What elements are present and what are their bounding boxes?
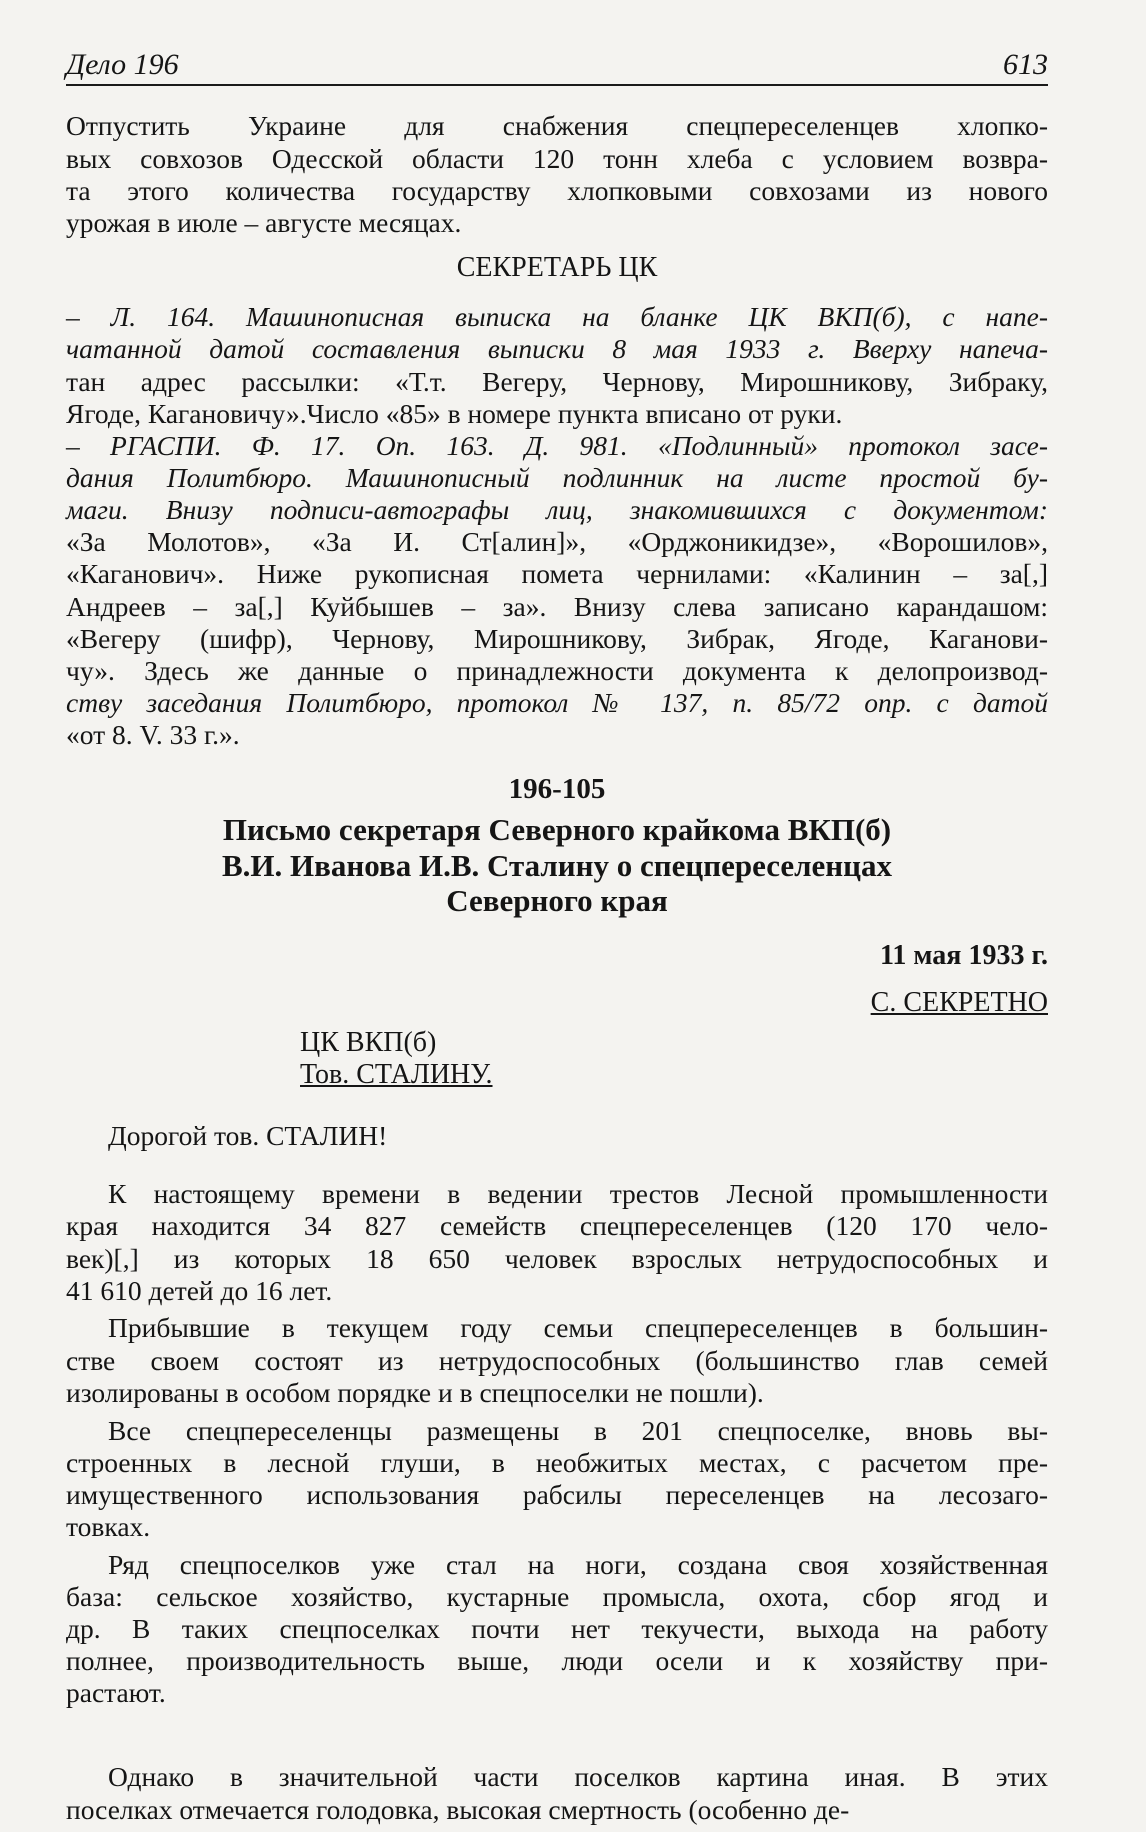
archival-note-line: Андреев – за[,] Куйбышев – за». Внизу слева записано карандашом: — [66, 590, 1048, 622]
body-line: товках. — [66, 1510, 151, 1542]
intro-line: вых совхозов Одесской области 120 тонн хлеба с условием возвра- — [66, 142, 1048, 174]
document-title-line: Письмо секретаря Северного крайкома ВКП(б) — [222, 811, 892, 847]
archival-note-line: чу». Здесь же данные о принадлежности документа к делопроизвод- — [66, 654, 1048, 686]
header-rule — [66, 84, 1048, 86]
body-line: изолированы в особом порядке и в спецпоселки не пошли). — [66, 1376, 764, 1408]
archival-note-line: «от 8. V. 33 г.». — [66, 719, 240, 751]
body-line: век)[,] из которых 18 650 человек взрослых нетрудоспособных и — [66, 1242, 1048, 1274]
archival-note-line: – РГАСПИ. Ф. 17. Оп. 163. Д. 981. «Подлинный» протокол засе- — [66, 429, 1048, 461]
archival-note-line: «За Молотов», «За И. Ст[алин]», «Орджоникидзе», «Ворошилов», — [66, 526, 1048, 558]
body-line: строенных в лесной глуши, в необжитых местах, с расчетом пре- — [66, 1446, 1048, 1478]
document-date: 11 мая 1933 г. — [879, 940, 1048, 972]
body-line: края находится 34 827 семейств спецпереселенцев (120 170 чело- — [66, 1210, 1048, 1242]
intro-line: урожая в июле – августе месяцах. — [66, 206, 462, 238]
archival-note-line: маги. Внизу подписи-автографы лиц, знакомившихся с документом: — [66, 494, 1048, 526]
archival-note-line: «Вегеру (шифр), Чернову, Мирошникову, Зибрак, Ягоде, Каганови- — [66, 622, 1048, 654]
addressee-org: ЦК ВКП(б) — [300, 1027, 437, 1059]
archival-note-line: «Каганович». Ниже рукописная помета чернилами: «Калинин – за[,] — [66, 558, 1048, 590]
page-number: 613 — [1003, 48, 1048, 81]
signature-secretary: СЕКРЕТАРЬ ЦК — [456, 252, 658, 284]
archival-note-line: чатанной датой составления выписки 8 мая 1933 г. Вверху напеча- — [66, 333, 1048, 365]
salutation: Дорогой тов. СТАЛИН! — [108, 1119, 388, 1151]
body-line: растают. — [66, 1677, 166, 1709]
document-number: 196-105 — [508, 772, 606, 805]
addressee-person: Тов. СТАЛИНУ. — [300, 1059, 493, 1091]
header-case-number: Дело 196 — [66, 48, 179, 81]
archival-note-line: Ягоде, Кагановичу».Число «85» в номере пункта вписано от руки. — [66, 397, 843, 429]
archival-note-line: – Л. 164. Машинописная выписка на бланке ЦК ВКП(б), с напе- — [66, 301, 1048, 333]
body-line: Ряд спецпоселков уже стал на ноги, создана своя хозяйственная — [108, 1548, 1048, 1580]
body-line: Все спецпереселенцы размещены в 201 спецпоселке, вновь вы- — [108, 1414, 1048, 1446]
body-line: имущественного использования рабсилы переселенцев на лесозаго- — [66, 1478, 1048, 1510]
intro-line: Отпустить Украине для снабжения спецпереселенцев хлопко- — [66, 110, 1048, 142]
archival-note-line: тан адрес рассылки: «Т.т. Вегеру, Чернову, Мирошникову, Зибраку, — [66, 365, 1048, 397]
body-line: Однако в значительной части поселков картина иная. В этих — [108, 1761, 1048, 1792]
body-line: Прибывшие в текущем году семьи спецпереселенцев в большин- — [108, 1312, 1048, 1344]
archival-note-line: ству заседания Политбюро, протокол № 137, п. 85/72 опр. с датой — [66, 686, 1048, 718]
body-line: поселках отмечается голодовка, высокая смертность (особенно де- — [66, 1794, 850, 1825]
body-line: др. В таких спецпоселках почти нет текучести, выхода на работу — [66, 1613, 1048, 1644]
intro-line: та этого количества государству хлопковыми совхозами из нового — [66, 174, 1048, 206]
body-line: стве своем состоят из нетрудоспособных (большинство глав семей — [66, 1344, 1048, 1376]
running-header — [66, 46, 1048, 86]
document-title-line: Северного края — [446, 883, 668, 919]
document-title-line: В.И. Иванова И.В. Сталину о спецпереселенцах — [222, 847, 892, 883]
body-line: 41 610 детей до 16 лет. — [66, 1274, 333, 1306]
body-line: К настоящему времени в ведении трестов Лесной промышленности — [108, 1178, 1048, 1210]
secrecy-stamp: С. СЕКРЕТНО — [870, 987, 1048, 1019]
body-line: полнее, производительность выше, люди осели и к хозяйству при- — [66, 1645, 1048, 1677]
body-line: база: сельское хозяйство, кустарные промысла, охота, сбор ягод и — [66, 1580, 1048, 1612]
archival-note-line: дания Политбюро. Машинописный подлинник на листе простой бу- — [66, 461, 1048, 493]
